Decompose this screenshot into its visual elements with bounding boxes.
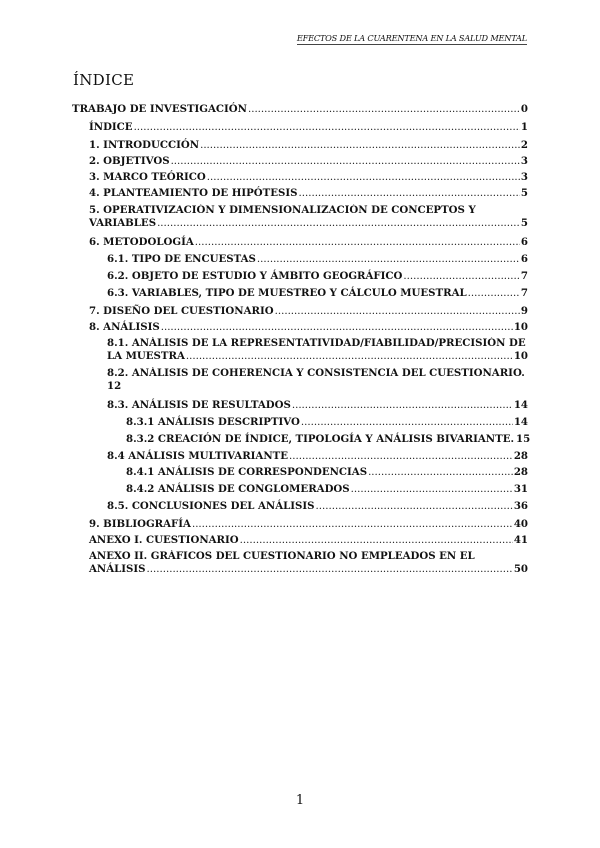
toc-entry-operativizacion[interactable] xyxy=(89,204,528,230)
toc-entry-objeto-estudio[interactable] xyxy=(107,270,528,283)
toc-entry-text: 1. INTRODUCCIÓN xyxy=(89,139,200,151)
toc-entry-bibliografia[interactable] xyxy=(89,518,528,531)
toc-entry-descriptivo[interactable] xyxy=(126,416,528,429)
toc-entry-tipo-encuestas[interactable] xyxy=(107,253,528,266)
toc-leader xyxy=(134,121,520,134)
toc-entry-text-cont: 12 xyxy=(107,380,122,392)
toc-entry-text: 4. PLANTEAMIENTO DE HIPÓTESIS xyxy=(89,187,298,199)
toc-leader xyxy=(301,416,513,429)
toc-leader xyxy=(192,518,513,531)
toc-leader xyxy=(186,350,513,363)
toc-entry-page: 7 xyxy=(520,270,528,282)
toc-leader xyxy=(292,399,513,412)
toc-entry-resultados[interactable] xyxy=(107,399,528,412)
toc-entry-page: 6 xyxy=(520,253,528,265)
toc-entry-page: 15 xyxy=(516,433,531,445)
toc-entry-bivariante[interactable] xyxy=(126,433,531,446)
toc-entry-text: 6. METODOLOGÍA xyxy=(89,236,194,248)
toc-entry-text-cont: ANÁLISIS xyxy=(89,563,146,575)
running-header: EFECTOS DE LA CUARENTENA EN LA SALUD MENTAL xyxy=(296,33,527,43)
toc-entry-page: 50 xyxy=(513,563,528,575)
toc-entry-text: 8.4.2 ANÁLISIS DE CONGLOMERADOS xyxy=(126,483,350,495)
toc-leader xyxy=(289,450,513,463)
toc-entry-page: 3 xyxy=(520,155,528,167)
toc-entry-page: 14 xyxy=(513,399,528,411)
toc-leader xyxy=(299,187,520,200)
toc-leader xyxy=(171,155,520,168)
toc-leader xyxy=(351,483,513,496)
toc-leader xyxy=(248,103,520,116)
toc-entry-page: 28 xyxy=(513,466,528,478)
toc-entry-page: 41 xyxy=(513,534,528,546)
toc-entry-text: ANEXO I. CUESTIONARIO xyxy=(89,534,239,546)
toc-entry-text: 6.3. VARIABLES, TIPO DE MUESTREO Y CÁLCULO MUESTRAL xyxy=(107,287,467,299)
toc-entry-page: 14 xyxy=(513,416,528,428)
toc-entry-page: 3 xyxy=(520,171,528,183)
toc-entry-trabajo[interactable] xyxy=(72,103,528,116)
toc-entry-page: 10 xyxy=(513,350,528,362)
toc-entry-page: 2 xyxy=(520,139,528,151)
toc-leader xyxy=(403,270,519,283)
toc-entry-text: ÍNDICE xyxy=(89,121,133,133)
toc-entry-page: 36 xyxy=(513,500,528,512)
toc-entry-text: 6.2. OBJETO DE ESTUDIO Y ÁMBITO GEOGRÁFICO xyxy=(107,270,403,282)
toc-entry-text: 8.5. CONCLUSIONES DEL ANÁLISIS xyxy=(107,500,315,512)
toc-leader xyxy=(240,534,513,547)
toc-entry-text: 3. MARCO TEÓRICO xyxy=(89,171,206,183)
toc-entry-multivariante[interactable] xyxy=(107,450,528,463)
toc-entry-conclusiones[interactable] xyxy=(107,500,528,513)
toc-leader xyxy=(157,217,520,230)
toc-entry-text: 7. DISEÑO DEL CUESTIONARIO xyxy=(89,305,274,317)
toc-leader xyxy=(316,500,513,513)
page-number: 1 xyxy=(295,793,305,808)
toc-entry-correspondencias[interactable] xyxy=(126,466,528,479)
toc-leader xyxy=(468,287,520,300)
toc-leader xyxy=(147,563,513,576)
toc-entry-text: 8.4.1 ANÁLISIS DE CORRESPONDENCIAS xyxy=(126,466,368,478)
toc-leader xyxy=(200,139,520,152)
toc-leader xyxy=(368,466,513,479)
toc-entry-text: 8.3.2 CREACIÓN DE ÍNDICE, TIPOLOGÍA Y ANÁLISIS BIVARIANTE. xyxy=(126,433,515,445)
toc-entry-page: 0 xyxy=(520,103,528,115)
toc-leader xyxy=(207,171,520,184)
toc-entry-hipotesis[interactable] xyxy=(89,187,528,200)
toc-entry-page: 31 xyxy=(513,483,528,495)
toc-leader xyxy=(275,305,520,318)
toc-title: ÍNDICE xyxy=(73,71,135,89)
toc-entry-page: 7 xyxy=(520,287,528,299)
toc-leader xyxy=(161,321,513,334)
toc-entry-page: 28 xyxy=(513,450,528,462)
toc-entry-page: 9 xyxy=(520,305,528,317)
toc-entry-page: 40 xyxy=(513,518,528,530)
toc-entry-text: 9. BIBLIOGRAFÍA xyxy=(89,518,191,530)
toc-entry-text: 2. OBJETIVOS xyxy=(89,155,170,167)
toc-entry-text: TRABAJO DE INVESTIGACIÓN xyxy=(72,103,247,115)
toc-entry-page: 5 xyxy=(520,187,528,199)
toc-entry-anexo-2[interactable] xyxy=(89,550,528,576)
toc-entry-objetivos[interactable] xyxy=(89,155,528,168)
toc-entry-text: 8.1. ANÁLISIS DE LA REPRESENTATIVIDAD/FIABILIDAD/PRECISIÓN DE xyxy=(107,337,526,349)
toc-leader xyxy=(195,236,520,249)
toc-entry-text: 6.1. TIPO DE ENCUESTAS xyxy=(107,253,256,265)
toc-entry-text: 8.3. ANÁLISIS DE RESULTADOS xyxy=(107,399,291,411)
toc-entry-diseno-cuestionario[interactable] xyxy=(89,305,528,318)
toc-entry-text: 8.2. ANÁLISIS DE COHERENCIA Y CONSISTENCIA DEL CUESTIONARIO. xyxy=(107,367,525,379)
toc-entry-marco-teorico[interactable] xyxy=(89,171,528,184)
toc-entry-variables-muestreo[interactable] xyxy=(107,287,528,300)
toc-entry-indice[interactable] xyxy=(89,121,528,134)
toc-entry-text: 8.4 ANÁLISIS MULTIVARIANTE xyxy=(107,450,288,462)
toc-entry-conglomerados[interactable] xyxy=(126,483,528,496)
toc-entry-text-cont: LA MUESTRA xyxy=(107,350,185,362)
toc-entry-metodologia[interactable] xyxy=(89,236,528,249)
toc-entry-page: 10 xyxy=(513,321,528,333)
toc-entry-coherencia[interactable] xyxy=(107,367,528,393)
toc-entry-text: 8. ANÁLISIS xyxy=(89,321,160,333)
toc-entry-representatividad[interactable] xyxy=(107,337,528,363)
toc-entry-anexo-1[interactable] xyxy=(89,534,528,547)
toc-entry-introduccion[interactable] xyxy=(89,139,528,152)
toc-leader xyxy=(257,253,520,266)
toc-entry-page: 6 xyxy=(520,236,528,248)
toc-entry-page: 1 xyxy=(520,121,528,133)
toc-entry-text: 5. OPERATIVIZACIÓN Y DIMENSIONALIZACIÓN DE CONCEPTOS Y xyxy=(89,204,476,216)
toc-entry-text-cont: VARIABLES xyxy=(89,217,157,229)
toc-entry-page: 5 xyxy=(520,217,528,229)
toc-entry-text: ANEXO II. GRÁFICOS DEL CUESTIONARIO NO EMPLEADOS EN EL xyxy=(89,550,475,562)
toc-entry-analisis[interactable] xyxy=(89,321,528,334)
toc-entry-text: 8.3.1 ANÁLISIS DESCRIPTIVO xyxy=(126,416,300,428)
